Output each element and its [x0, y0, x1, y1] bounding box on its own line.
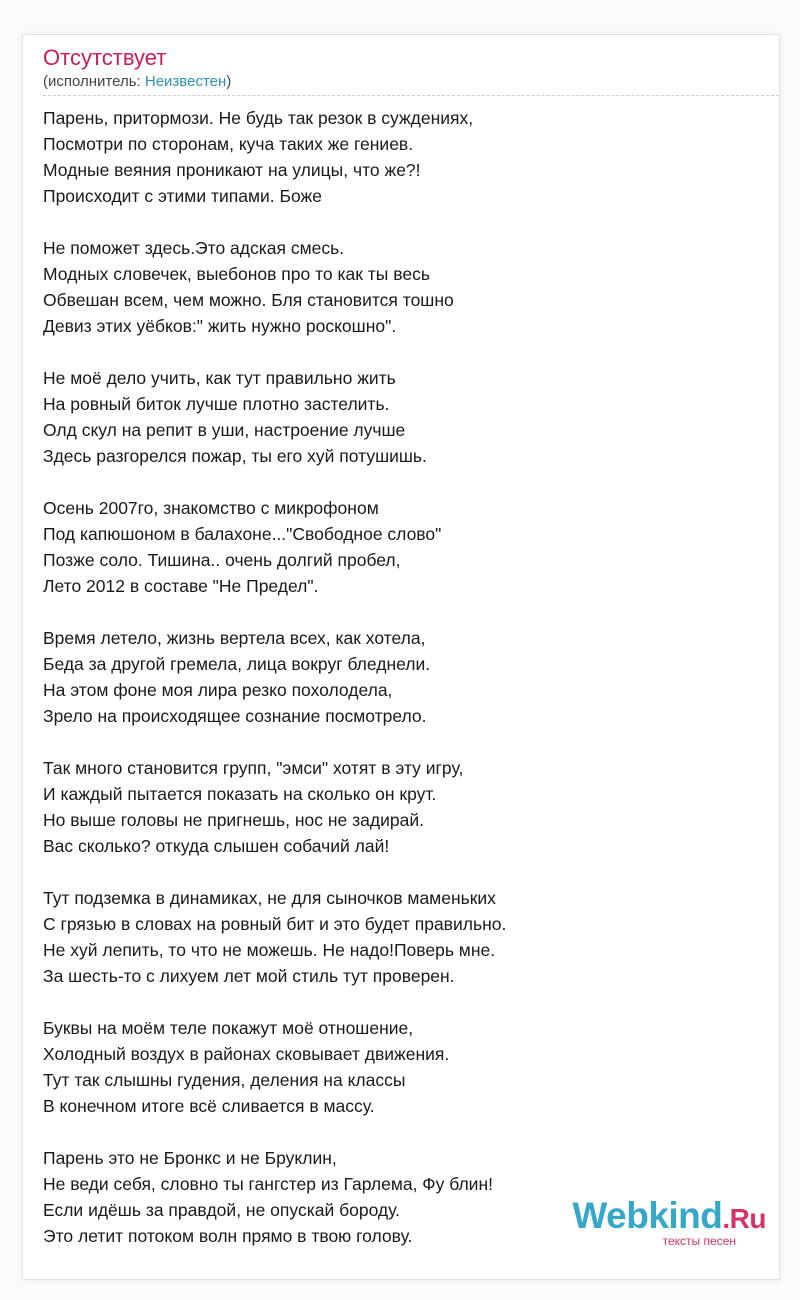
- lyrics-line: Позже соло. Тишина.. очень долгий пробел,: [43, 550, 401, 570]
- lyrics-line: Беда за другой гремела, лица вокруг бледнели.: [43, 654, 431, 674]
- lyrics-stanza: [43, 885, 763, 989]
- lyrics-line: Зрело на происходящее сознание посмотрело.: [43, 706, 427, 726]
- lyrics-line: Лето 2012 в составе "Не Предел".: [43, 576, 319, 596]
- lyrics-line: Тут подземка в динамиках, не для сыночков маменьких: [43, 888, 496, 908]
- lyrics-line: Не веди себя, словно ты гангстер из Гарлема, Фу блин!: [43, 1174, 493, 1194]
- lyrics-line: Парень, притормози. Не будь так резок в суждениях,: [43, 108, 474, 128]
- performer-suffix: ): [226, 73, 232, 90]
- performer-prefix: (исполнитель:: [43, 73, 145, 90]
- lyrics-line: Это летит потоком волн прямо в твою голову.: [43, 1226, 413, 1246]
- logo-main-text: Webkind: [572, 1195, 723, 1236]
- performer-link[interactable]: Неизвестен: [144, 73, 227, 90]
- song-title: Отсутствует: [43, 45, 167, 70]
- lyrics-stanza: [43, 105, 763, 209]
- lyrics-line: Модных словечек, выебонов про то как ты весь: [43, 264, 430, 284]
- lyrics-stanza: [43, 495, 763, 599]
- lyrics-line: На этом фоне моя лира резко похолодела,: [43, 680, 393, 700]
- lyrics-line: Не моё дело учить, как тут правильно жить: [43, 368, 396, 388]
- lyrics-line: Олд скул на репит в уши, настроение лучше: [43, 420, 406, 440]
- lyrics-line: Модные веяния проникают на улицы, что же?!: [43, 160, 421, 180]
- lyrics-stanza: [43, 365, 763, 469]
- lyrics-text: [43, 105, 763, 1275]
- lyrics-stanza: [43, 235, 763, 339]
- lyrics-line: Но выше головы не пригнешь, нос не задирай.: [43, 810, 424, 830]
- lyrics-line: Не поможет здесь.Это адская смесь.: [43, 238, 345, 258]
- lyrics-line: За шесть-то с лихуем лет мой стиль тут проверен.: [43, 966, 455, 986]
- lyrics-line: Буквы на моём теле покажут моё отношение,: [43, 1018, 414, 1038]
- logo-tagline: тексты песен: [662, 1234, 736, 1248]
- lyrics-line: Парень это не Бронкс и не Бруклин,: [43, 1148, 337, 1168]
- lyrics-line: Тут так слышны гудения, деления на классы: [43, 1070, 406, 1090]
- performer-line: [43, 73, 231, 91]
- lyrics-card: [22, 34, 780, 1280]
- lyrics-line: На ровный биток лучше плотно застелить.: [43, 394, 390, 414]
- lyrics-line: В конечном итоге всё сливается в массу.: [43, 1096, 375, 1116]
- lyrics-line: И каждый пытается показать на сколько он крут.: [43, 784, 437, 804]
- logo-tld-text: .Ru: [722, 1203, 766, 1234]
- lyrics-line: Вас сколько? откуда слышен собачий лай!: [43, 836, 390, 856]
- lyrics-line: Обвешан всем, чем можно. Бля становится тошно: [43, 290, 454, 310]
- lyrics-stanza: [43, 625, 763, 729]
- lyrics-line: Не хуй лепить, то что не можешь. Не надо!Поверь мне.: [43, 940, 496, 960]
- logo-wordmark: [572, 1196, 766, 1239]
- lyrics-line: С грязью в словах на ровный бит и это будет правильно.: [43, 914, 507, 934]
- lyrics-stanza: [43, 1015, 763, 1119]
- lyrics-line: Так много становится групп, "эмси" хотят в эту игру,: [43, 758, 464, 778]
- lyrics-line: Если идёшь за правдой, не опускай бороду.: [43, 1200, 401, 1220]
- lyrics-line: Осень 2007го, знакомство с микрофоном: [43, 498, 379, 518]
- lyrics-line: Здесь разгорелся пожар, ты его хуй потушишь.: [43, 446, 427, 466]
- lyrics-stanza: [43, 755, 763, 859]
- lyrics-line: Время летело, жизнь вертела всех, как хотела,: [43, 628, 426, 648]
- lyrics-line: Посмотри по сторонам, куча таких же гениев.: [43, 134, 414, 154]
- lyrics-line: Под капюшоном в балахоне..."Свободное слово": [43, 524, 442, 544]
- header-divider: [43, 95, 779, 96]
- lyrics-line: Холодный воздух в районах сковывает движения.: [43, 1044, 450, 1064]
- site-logo[interactable]: [572, 1196, 766, 1252]
- lyrics-line: Девиз этих уёбков:" жить нужно роскошно".: [43, 316, 397, 336]
- lyrics-line: Происходит с этими типами. Боже: [43, 186, 322, 206]
